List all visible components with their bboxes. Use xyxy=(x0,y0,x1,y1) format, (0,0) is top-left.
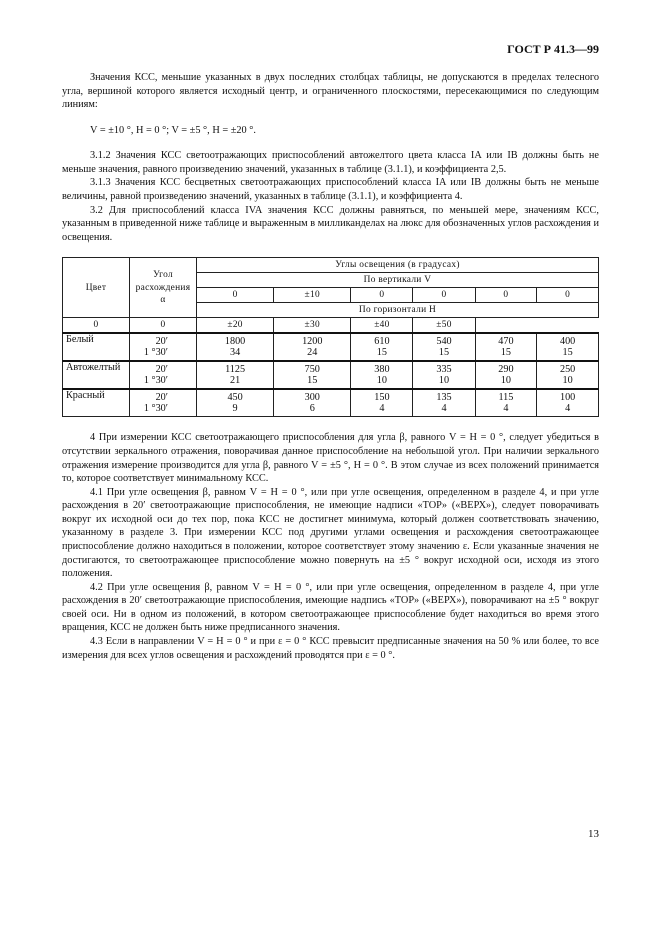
vertical-value-cell: 0 xyxy=(413,288,475,303)
table-row xyxy=(63,361,599,389)
value-at-1-30: 6 xyxy=(309,403,315,415)
table-row xyxy=(63,389,599,417)
table-row xyxy=(63,333,599,361)
paragraph-4-2: 4.2 При угле освещения β, равном V = H = 0 °, или при угле освещения, определенном в разделе 4, при угле расхождения в 20′ светоотражающие приспособления, имеющие надпись «TOP» («ВЕРХ»), поворачивают на ±5 ° вокруг своей оси. Ни в одном из положений, в котором светоотражающее приспособление будет находиться во время этого вращения, КСС не должен быть ниже предписанного значения. xyxy=(62,581,599,634)
value-at-1-30: 9 xyxy=(232,403,238,415)
column-header-color: Цвет xyxy=(63,258,130,318)
value-cell xyxy=(197,333,274,361)
page-number: 13 xyxy=(588,828,599,840)
angle-value: 20′ xyxy=(155,335,168,347)
value-at-1-30: 10 xyxy=(500,375,511,387)
value-at-1-30: 24 xyxy=(307,347,318,359)
value-at-20-min: 380 xyxy=(374,363,390,375)
paragraph-4-3: 4.3 Если в направлении V = H = 0 ° и при ε = 0 ° КСС превысит предписанные значения на 50 % или более, то все измерения для всех углов освещения и расхождений проводятся при ε = 0 °. xyxy=(62,636,599,661)
paragraph-4: 4 При измерении КСС светоотражающего приспособления для угла β, равного V = H = 0 °, следует убедиться в отсутствии зеркального отражения, поворачивая данное приспособление на небольшой угол. При наличии зеркального отражения измерение производится для угла β, равного V = ±5 °, H = 0 °. В этом случае из всех положений принимается то, которое соответствует минимальному КСС. xyxy=(62,432,599,485)
color-cell: Автожелтый xyxy=(63,361,130,389)
value-at-20-min: 150 xyxy=(374,391,390,403)
value-cell xyxy=(537,361,599,389)
angle-value: 20′ xyxy=(155,391,168,403)
value-at-1-30: 4 xyxy=(565,403,571,415)
value-at-20-min: 1200 xyxy=(302,335,323,347)
horizontal-value-cell: ±20 xyxy=(197,318,274,334)
value-cell xyxy=(197,361,274,389)
value-at-20-min: 100 xyxy=(559,391,576,403)
angle-cell xyxy=(130,361,197,389)
value-at-1-30: 4 xyxy=(379,403,385,415)
value-at-1-30: 4 xyxy=(441,403,447,415)
illumination-angles-header: Углы освещения (в градусах) xyxy=(197,258,599,273)
value-at-1-30: 4 xyxy=(503,403,509,415)
horizontal-value-cell: ±50 xyxy=(413,318,475,334)
angle-value: 1 °30′ xyxy=(143,403,168,415)
value-at-1-30: 15 xyxy=(500,347,511,359)
paragraph-3-2: 3.2 Для приспособлений класса IVA значения КСС должны равняться, по меньшей мере, значениям КСС, указанным в приведенной ниже таблице и выраженным в милликанделах на люкс для обозначенных углов расхождения и освещения. xyxy=(62,204,599,243)
value-at-20-min: 135 xyxy=(436,391,452,403)
vertical-header: По вертикали V xyxy=(197,273,599,288)
vertical-value-cell: 0 xyxy=(537,288,599,303)
value-at-20-min: 250 xyxy=(559,363,576,375)
angle-value: 1 °30′ xyxy=(143,375,168,387)
value-at-20-min: 450 xyxy=(227,391,243,403)
page-body xyxy=(62,71,599,662)
value-at-1-30: 15 xyxy=(307,375,318,387)
value-at-1-30: 10 xyxy=(438,375,450,387)
horizontal-value-cell: 0 xyxy=(63,318,130,334)
value-at-20-min: 750 xyxy=(304,363,320,375)
paragraph-formula: V = ±10 °, H = 0 °; V = ±5 °, H = ±20 °. xyxy=(90,124,256,136)
value-cell xyxy=(351,361,413,389)
vertical-value-cell: 0 xyxy=(351,288,413,303)
angle-value: 1 °30′ xyxy=(143,347,168,359)
vertical-value-cell: 0 xyxy=(197,288,274,303)
angle-cell xyxy=(130,389,197,417)
value-at-20-min: 400 xyxy=(559,335,576,347)
column-header-angle: Угол расхождения α xyxy=(130,258,197,318)
horizontal-values-row xyxy=(63,318,599,334)
paragraph-intro: Значения КСС, меньшие указанных в двух последних столбцах таблицы, не допускаются в пределах телесного угла, вершиной которого является исходный центр, и ограниченного плоскостями, пересекающимися по следующим линиям: xyxy=(62,72,599,111)
color-cell: Белый xyxy=(63,333,130,361)
vertical-value-cell: ±10 xyxy=(274,288,351,303)
value-at-20-min: 115 xyxy=(498,391,514,403)
value-at-1-30: 10 xyxy=(562,375,573,387)
value-cell xyxy=(274,333,351,361)
value-cell xyxy=(413,361,475,389)
value-cell xyxy=(475,361,537,389)
value-cell xyxy=(413,333,475,361)
horizontal-value-cell: ±30 xyxy=(274,318,351,334)
color-cell: Красный xyxy=(63,389,130,417)
value-cell xyxy=(351,333,413,361)
value-at-20-min: 1800 xyxy=(224,335,246,347)
angle-value: 20′ xyxy=(155,363,168,375)
value-at-20-min: 300 xyxy=(304,391,320,403)
value-at-1-30: 15 xyxy=(562,347,573,359)
value-at-1-30: 15 xyxy=(376,347,387,359)
ccs-table xyxy=(62,257,599,417)
value-at-1-30: 34 xyxy=(229,347,241,359)
value-at-20-min: 1125 xyxy=(225,363,246,375)
value-at-20-min: 470 xyxy=(498,335,514,347)
vertical-value-cell: 0 xyxy=(475,288,537,303)
value-at-1-30: 15 xyxy=(438,347,450,359)
document-code: ГОСТ Р 41.3—99 xyxy=(507,42,599,56)
horizontal-value-cell: 0 xyxy=(130,318,197,334)
value-cell xyxy=(274,389,351,417)
value-cell xyxy=(351,389,413,417)
value-cell xyxy=(475,333,537,361)
value-at-20-min: 335 xyxy=(436,363,452,375)
value-cell xyxy=(537,389,599,417)
value-cell xyxy=(413,389,475,417)
value-at-1-30: 10 xyxy=(376,375,387,387)
paragraph-3-1-3: 3.1.3 Значения КСС бесцветных светоотражающих приспособлений класса IA или IB должны быть не меньше величины, равной произведению значений, указанных в таблице (3.1.1), и коэффициента 4. xyxy=(62,177,599,203)
value-at-20-min: 540 xyxy=(436,335,452,347)
value-cell xyxy=(274,361,351,389)
angle-cell xyxy=(130,333,197,361)
value-at-20-min: 290 xyxy=(498,363,514,375)
paragraph-3-1-2: 3.1.2 Значения КСС светоотражающих приспособлений автожелтого цвета класса IA или IB должны быть не меньше значения, равного произведению значений, указанных в таблице (3.1.1), и коэффициента 2,5. xyxy=(62,150,599,175)
value-at-20-min: 610 xyxy=(374,335,390,347)
horizontal-header: По горизонтали H xyxy=(197,303,599,318)
paragraph-4-1: 4.1 При угле освещения β, равном V = H = 0 °, или при угле освещения, определенном в разделе 4, и при угле расхождения в 20′ светоотражающие приспособления, не имеющие надписи «TOP» («ВЕРХ»), следует поворачивать вокруг их исходной оси до тех пор, пока КСС не достигнет минимума, который должен соответствовать значению, указанному в разделе 3. При измерении КСС под другими углами освещения и расхождения светоотражающее приспособление должно находиться в положении, которое соответствует этому значению ε. Если указанные значения не достигаются, то светоотражающее приспособление можно повернуть на ±5 ° вокруг исходной оси, исходя из этого положения. xyxy=(62,486,599,580)
horizontal-value-cell: ±40 xyxy=(351,318,413,334)
value-at-1-30: 21 xyxy=(229,375,241,387)
value-cell xyxy=(537,333,599,361)
value-cell xyxy=(197,389,274,417)
value-cell xyxy=(475,389,537,417)
